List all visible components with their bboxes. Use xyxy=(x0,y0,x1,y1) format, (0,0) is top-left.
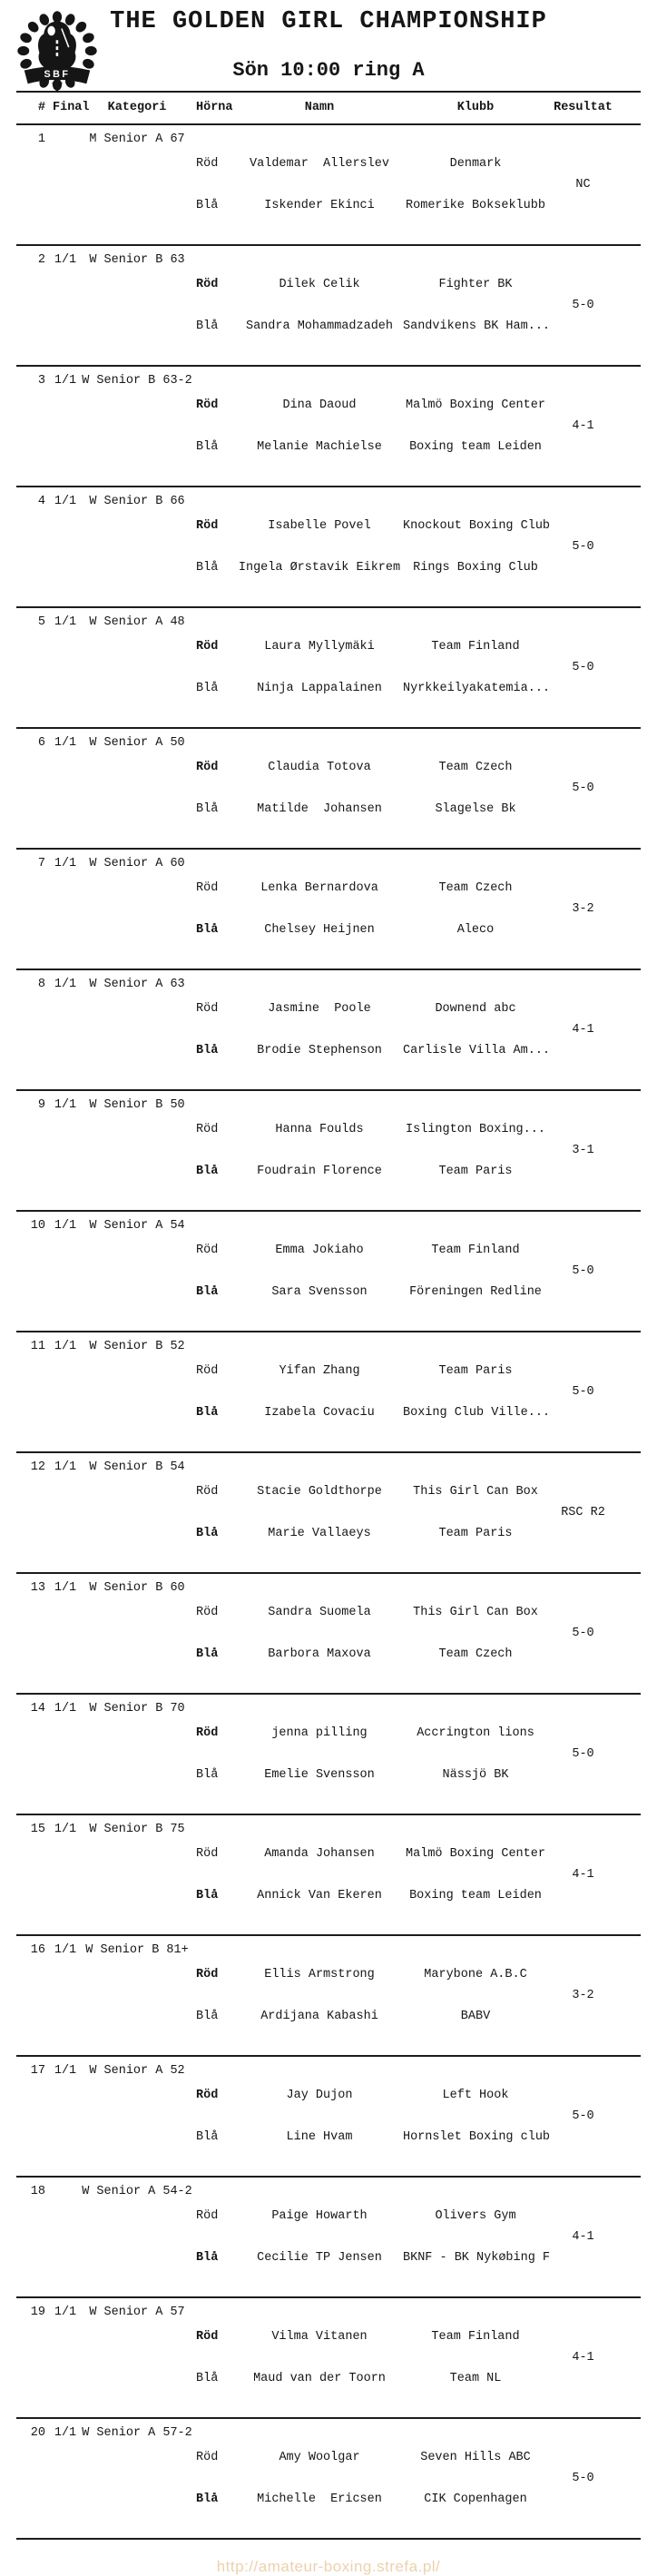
corner-label-blue: Blå xyxy=(196,922,219,937)
corner-label-red: Röd xyxy=(196,278,219,291)
bout-row xyxy=(16,124,641,245)
page-title: THE GOLDEN GIRL CHAMPIONSHIP xyxy=(110,8,547,35)
bout-final: 1/1 xyxy=(54,1823,77,1836)
bout-corners xyxy=(196,124,236,245)
bout-row xyxy=(16,849,641,969)
club-blue: Nässjö BK xyxy=(442,1767,509,1782)
corner-label-red: Röd xyxy=(196,881,219,895)
corner-label-blue: Blå xyxy=(196,2250,219,2265)
boxer-name-blue: Michelle Ericsen xyxy=(257,2492,382,2506)
corner-label-red: Röd xyxy=(196,640,219,654)
bout-clubs xyxy=(403,728,548,849)
bout-names xyxy=(236,245,403,366)
bout-names xyxy=(236,2177,403,2297)
bout-result: 4-1 xyxy=(572,419,594,433)
bout-final: 1/1 xyxy=(54,1581,77,1595)
bout-final: 1/1 xyxy=(54,1702,77,1716)
bout-result: 5-0 xyxy=(572,2472,594,2485)
corner-label-blue: Blå xyxy=(196,1888,219,1903)
boxer-name-red: Lenka Bernardova xyxy=(260,881,378,895)
bout-names xyxy=(236,2056,403,2177)
bout-number: 20 xyxy=(30,2426,45,2440)
bout-row xyxy=(16,1694,641,1814)
bout-final: 1/1 xyxy=(54,2426,77,2440)
bout-clubs xyxy=(403,1694,548,1814)
session-subtitle: Sön 10:00 ring A xyxy=(232,59,425,82)
bout-clubs xyxy=(403,1090,548,1211)
bout-result: 3-2 xyxy=(572,902,594,916)
club-blue: Team Paris xyxy=(438,1164,513,1178)
bout-result: 4-1 xyxy=(572,1023,594,1037)
bout-final: 1/1 xyxy=(54,736,77,750)
bout-category: W Senior B 63 xyxy=(89,253,185,267)
bout-corners xyxy=(196,1090,236,1211)
bout-category: W Senior A 50 xyxy=(89,736,185,750)
club-blue: BKNF - BK Nykøbing F xyxy=(403,2250,551,2265)
bout-category: W Senior B 50 xyxy=(89,1098,185,1112)
club-red: Malmö Boxing Center xyxy=(406,398,545,412)
club-red: Olivers Gym xyxy=(435,2209,516,2223)
boxer-name-red: Hanna Foulds xyxy=(275,1123,364,1136)
corner-label-red: Röd xyxy=(196,1485,219,1499)
bout-names xyxy=(236,487,403,607)
club-blue: Boxing team Leiden xyxy=(409,439,542,454)
bout-category: W Senior B 54 xyxy=(89,1460,185,1474)
corner-label-red: Röd xyxy=(196,2330,219,2344)
bout-final: 1/1 xyxy=(54,2064,77,2078)
bout-corners xyxy=(196,1573,236,1694)
bout-number: 11 xyxy=(30,1340,45,1353)
bout-category: W Senior A 63 xyxy=(89,978,185,991)
bout-result: 4-1 xyxy=(572,2351,594,2365)
bout-result: 5-0 xyxy=(572,661,594,674)
bout-corners xyxy=(196,366,236,487)
bout-number: 16 xyxy=(30,1943,45,1957)
boxer-name-blue: Annick Van Ekeren xyxy=(257,1888,382,1903)
bout-names xyxy=(236,1573,403,1694)
bout-clubs xyxy=(403,1573,548,1694)
club-red: Team Paris xyxy=(438,1364,513,1378)
boxer-name-blue: Ingela Ørstavik Eikrem xyxy=(238,560,401,575)
bout-number: 19 xyxy=(30,2306,45,2319)
boxer-name-blue: Cecilie TP Jensen xyxy=(257,2250,382,2265)
bout-row xyxy=(16,2177,641,2297)
corner-label-red: Röd xyxy=(196,1968,219,1981)
club-red: Accrington lions xyxy=(417,1726,534,1740)
bout-row xyxy=(16,1573,641,1694)
club-red: This Girl Can Box xyxy=(413,1606,538,1619)
bout-clubs xyxy=(403,2177,551,2297)
bout-row xyxy=(16,245,641,366)
corner-label-blue: Blå xyxy=(196,1647,219,1661)
bout-number: 17 xyxy=(30,2064,45,2078)
bout-result: 3-2 xyxy=(572,1989,594,2002)
bout-names xyxy=(236,1211,403,1332)
club-blue: Romerike Bokseklubb xyxy=(406,198,545,212)
col-header-final: Final xyxy=(53,92,78,124)
col-header-category: Kategori xyxy=(78,92,196,124)
bout-final: 1/1 xyxy=(54,1219,77,1233)
boxer-name-red: Yifan Zhang xyxy=(279,1364,360,1378)
bout-number: 14 xyxy=(30,1702,45,1716)
bout-category: W Senior A 57-2 xyxy=(82,2426,192,2440)
boxing-federation-logo-icon xyxy=(13,6,102,95)
bout-corners xyxy=(196,1452,236,1573)
corner-label-blue: Blå xyxy=(196,801,219,816)
club-blue: Carlisle Villa Am... xyxy=(403,1043,551,1057)
bout-names xyxy=(236,1332,403,1452)
bout-corners xyxy=(196,245,236,366)
bout-corners xyxy=(196,1211,236,1332)
bout-number: 15 xyxy=(30,1823,45,1836)
corner-label-red: Röd xyxy=(196,157,219,171)
bout-clubs xyxy=(403,2056,551,2177)
bout-clubs xyxy=(403,607,551,728)
bout-category: W Senior B 75 xyxy=(89,1823,185,1836)
bouts-body xyxy=(16,124,641,2539)
bout-corners xyxy=(196,1694,236,1814)
bout-clubs xyxy=(403,1935,548,2056)
bout-category: M Senior A 67 xyxy=(89,133,185,146)
boxer-name-red: Dina Daoud xyxy=(282,398,357,412)
bout-number: 5 xyxy=(37,615,45,629)
bout-names xyxy=(236,1694,403,1814)
club-blue: Boxing team Leiden xyxy=(409,1888,542,1903)
bout-corners xyxy=(196,2297,236,2418)
bout-final: 1/1 xyxy=(54,374,77,388)
corner-label-blue: Blå xyxy=(196,1164,219,1178)
corner-label-red: Röd xyxy=(196,1726,219,1740)
corner-label-blue: Blå xyxy=(196,681,219,695)
bout-final: 1/1 xyxy=(54,495,77,508)
bout-names xyxy=(236,1935,403,2056)
bout-category: W Senior A 48 xyxy=(89,615,185,629)
club-red: Team Czech xyxy=(438,761,513,774)
bout-names xyxy=(236,969,403,1090)
logo-text: SBF xyxy=(44,68,71,80)
bout-category: W Senior A 60 xyxy=(89,857,185,870)
club-blue: Team NL xyxy=(449,2371,502,2385)
bout-clubs xyxy=(403,2418,548,2539)
bout-corners xyxy=(196,2177,236,2297)
corner-label-blue: Blå xyxy=(196,2009,219,2023)
bout-category: W Senior A 54-2 xyxy=(82,2185,192,2198)
club-red: Team Finland xyxy=(431,1244,520,1257)
bout-corners xyxy=(196,1814,236,1935)
col-header-club: Klubb xyxy=(403,92,548,124)
club-blue: Sandvikens BK Ham... xyxy=(403,319,551,333)
bout-row xyxy=(16,1452,641,1573)
bout-names xyxy=(236,2297,403,2418)
boxer-name-red: Paige Howarth xyxy=(271,2209,368,2223)
page-header xyxy=(0,0,657,84)
boxer-name-red: Laura Myllymäki xyxy=(264,640,375,654)
club-blue: BABV xyxy=(460,2009,491,2023)
boxer-name-blue: Marie Vallaeys xyxy=(268,1526,371,1540)
boxer-name-blue: Ninja Lappalainen xyxy=(257,681,382,695)
corner-label-blue: Blå xyxy=(196,1526,219,1540)
bout-names xyxy=(236,1814,403,1935)
boxer-name-red: Dilek Celik xyxy=(279,278,360,291)
bout-row xyxy=(16,1332,641,1452)
boxer-name-blue: Maud van der Toorn xyxy=(253,2371,386,2385)
corner-label-red: Röd xyxy=(196,2089,219,2102)
footer-url[interactable]: http://amateur-boxing.strefa.pl/ xyxy=(216,2558,441,2575)
boxer-name-red: Sandra Suomela xyxy=(268,1606,371,1619)
club-blue: Föreningen Redline xyxy=(409,1284,542,1299)
bout-corners xyxy=(196,1935,236,2056)
bout-clubs xyxy=(403,2297,548,2418)
bout-row xyxy=(16,487,641,607)
boxer-name-red: Jay Dujon xyxy=(286,2089,353,2102)
corner-label-red: Röd xyxy=(196,2451,219,2464)
bout-corners xyxy=(196,2056,236,2177)
corner-label-blue: Blå xyxy=(196,1284,219,1299)
corner-label-red: Röd xyxy=(196,519,219,533)
bout-corners xyxy=(196,487,236,607)
bout-row xyxy=(16,366,641,487)
bout-result: NC xyxy=(575,178,591,192)
boxer-name-blue: Melanie Machielse xyxy=(257,439,382,454)
club-red: Downend abc xyxy=(435,1002,516,1016)
bout-names xyxy=(236,1090,403,1211)
boxer-name-blue: Emelie Svensson xyxy=(264,1767,375,1782)
bout-names xyxy=(236,2418,403,2539)
bout-number: 3 xyxy=(37,374,45,388)
bout-category: W Senior B 66 xyxy=(89,495,185,508)
col-header-name: Namn xyxy=(236,92,403,124)
bout-final: 1/1 xyxy=(54,978,77,991)
boxer-name-red: jenna pilling xyxy=(271,1726,368,1740)
bout-number: 18 xyxy=(30,2185,45,2198)
corner-label-red: Röd xyxy=(196,761,219,774)
bout-result: 5-0 xyxy=(572,1747,594,1761)
bout-result: 4-1 xyxy=(572,2230,594,2244)
bout-corners xyxy=(196,849,236,969)
club-red: Malmö Boxing Center xyxy=(406,1847,545,1861)
bout-final: 1/1 xyxy=(54,615,77,629)
club-red: Denmark xyxy=(449,157,502,171)
bout-clubs xyxy=(403,1452,548,1573)
corner-label-blue: Blå xyxy=(196,2371,219,2385)
boxer-name-blue: Chelsey Heijnen xyxy=(264,922,375,937)
bout-category: W Senior A 52 xyxy=(89,2064,185,2078)
bout-names xyxy=(236,1452,403,1573)
bout-row xyxy=(16,1211,641,1332)
bout-number: 2 xyxy=(37,253,45,267)
bout-clubs xyxy=(403,366,548,487)
bout-names xyxy=(236,849,403,969)
corner-label-blue: Blå xyxy=(196,198,219,212)
bout-names xyxy=(236,366,403,487)
bout-number: 12 xyxy=(30,1460,45,1474)
bout-final xyxy=(53,124,78,245)
club-blue: Team Paris xyxy=(438,1526,513,1540)
club-blue: Team Czech xyxy=(438,1647,513,1661)
bout-clubs xyxy=(403,487,551,607)
bout-row xyxy=(16,728,641,849)
bout-row xyxy=(16,2056,641,2177)
boxer-silhouette-icon xyxy=(38,22,76,70)
bout-names xyxy=(236,607,403,728)
bout-final: 1/1 xyxy=(54,1340,77,1353)
page-footer xyxy=(0,2558,657,2576)
bout-result: 5-0 xyxy=(572,1385,594,1399)
bout-corners xyxy=(196,969,236,1090)
club-red: Left Hook xyxy=(442,2089,509,2102)
bout-number: 13 xyxy=(30,1581,45,1595)
bout-row xyxy=(16,607,641,728)
boxer-name-red: Isabelle Povel xyxy=(268,519,371,533)
bout-final: 1/1 xyxy=(54,857,77,870)
corner-label-blue: Blå xyxy=(196,439,219,454)
bout-category: W Senior A 54 xyxy=(89,1219,185,1233)
bout-category: W Senior B 60 xyxy=(89,1581,185,1595)
club-blue: Hornslet Boxing club xyxy=(403,2129,551,2144)
club-blue: Rings Boxing Club xyxy=(413,560,538,575)
boxer-name-red: Amanda Johansen xyxy=(264,1847,375,1861)
club-red: Knockout Boxing Club xyxy=(403,519,551,533)
bout-final: 1/1 xyxy=(54,1460,77,1474)
sbf-banner-icon xyxy=(25,66,91,93)
bout-clubs xyxy=(403,124,548,245)
bout-final: 1/1 xyxy=(54,1943,77,1957)
club-red: Team Finland xyxy=(431,640,520,654)
corner-label-red: Röd xyxy=(196,1847,219,1861)
boxer-name-blue: Matilde Johansen xyxy=(257,801,382,816)
bout-clubs xyxy=(403,849,548,969)
col-header-corner: Hörna xyxy=(196,92,236,124)
corner-label-red: Röd xyxy=(196,1364,219,1378)
bout-row xyxy=(16,2297,641,2418)
bout-result: 4-1 xyxy=(572,1868,594,1882)
bout-result: 3-1 xyxy=(572,1144,594,1157)
bout-result: 5-0 xyxy=(572,782,594,795)
bout-clubs xyxy=(403,1211,548,1332)
bout-result: 5-0 xyxy=(572,1264,594,1278)
club-red: Team Finland xyxy=(431,2330,520,2344)
corner-label-red: Röd xyxy=(196,1002,219,1016)
bout-names xyxy=(236,124,403,245)
bout-clubs xyxy=(403,1332,551,1452)
boxer-name-blue: Foudrain Florence xyxy=(257,1164,382,1178)
bout-category: W Senior B 52 xyxy=(89,1340,185,1353)
corner-label-blue: Blå xyxy=(196,1043,219,1057)
corner-label-red: Röd xyxy=(196,2209,219,2223)
boxer-name-blue: Izabela Covaciu xyxy=(264,1405,375,1420)
bout-result: 5-0 xyxy=(572,2109,594,2123)
bout-row xyxy=(16,1090,641,1211)
boxer-name-blue: Sara Svensson xyxy=(271,1284,368,1299)
bout-final xyxy=(53,2177,78,2297)
club-red: Islington Boxing... xyxy=(406,1123,545,1136)
bout-category: W Senior B 81+ xyxy=(85,1943,189,1957)
boxer-name-red: Vilma Vitanen xyxy=(271,2330,368,2344)
col-header-result: Resultat xyxy=(548,92,641,124)
bout-clubs xyxy=(403,245,551,366)
bout-result: RSC R2 xyxy=(561,1506,605,1519)
bout-number: 10 xyxy=(30,1219,45,1233)
bout-corners xyxy=(196,607,236,728)
bout-number: 9 xyxy=(37,1098,45,1112)
bout-final: 1/1 xyxy=(54,253,77,267)
boxer-name-blue: Sandra Mohammadzadeh xyxy=(245,319,394,333)
bout-result: 5-0 xyxy=(572,540,594,554)
club-red: This Girl Can Box xyxy=(413,1485,538,1499)
bout-row xyxy=(16,2418,641,2539)
boxer-name-red: Amy Woolgar xyxy=(279,2451,360,2464)
bout-category: W Senior B 70 xyxy=(89,1702,185,1716)
corner-label-blue: Blå xyxy=(196,1405,219,1420)
bout-result: 5-0 xyxy=(572,299,594,312)
col-header-number: # xyxy=(16,92,53,124)
boxer-name-red: Emma Jokiaho xyxy=(275,1244,364,1257)
table-header xyxy=(16,92,641,124)
bout-names xyxy=(236,728,403,849)
boxer-name-red: Ellis Armstrong xyxy=(264,1968,375,1981)
club-red: Marybone A.B.C xyxy=(424,1968,527,1981)
bout-number: 6 xyxy=(37,736,45,750)
bout-result: 5-0 xyxy=(572,1627,594,1640)
club-blue: Slagelse Bk xyxy=(435,801,516,816)
boxer-name-red: Valdemar Allerslev xyxy=(250,157,389,171)
club-red: Fighter BK xyxy=(438,278,513,291)
corner-label-red: Röd xyxy=(196,398,219,412)
corner-label-blue: Blå xyxy=(196,2129,219,2144)
boxer-name-red: Claudia Totova xyxy=(268,761,371,774)
bout-row xyxy=(16,969,641,1090)
boxer-name-blue: Iskender Ekinci xyxy=(264,198,375,212)
bout-row xyxy=(16,1935,641,2056)
boxer-name-red: Stacie Goldthorpe xyxy=(257,1485,382,1499)
corner-label-blue: Blå xyxy=(196,319,219,333)
bout-number: 4 xyxy=(37,495,45,508)
bout-number: 8 xyxy=(37,978,45,991)
boxer-name-blue: Brodie Stephenson xyxy=(257,1043,382,1057)
bout-number: 7 xyxy=(37,857,45,870)
bout-clubs xyxy=(403,969,551,1090)
bouts-table xyxy=(16,91,641,2540)
club-red: Seven Hills ABC xyxy=(420,2451,531,2464)
bout-number: 1 xyxy=(37,133,45,146)
boxer-name-blue: Line Hvam xyxy=(286,2129,353,2144)
club-red: Team Czech xyxy=(438,881,513,895)
boxer-name-blue: Barbora Maxova xyxy=(268,1647,371,1661)
club-blue: CIK Copenhagen xyxy=(424,2492,527,2506)
corner-label-red: Röd xyxy=(196,1244,219,1257)
bout-corners xyxy=(196,1332,236,1452)
corner-label-red: Röd xyxy=(196,1123,219,1136)
boxer-name-blue: Ardijana Kabashi xyxy=(260,2009,378,2023)
club-blue: Aleco xyxy=(456,922,495,937)
corner-label-red: Röd xyxy=(196,1606,219,1619)
bout-corners xyxy=(196,728,236,849)
bout-final: 1/1 xyxy=(54,2306,77,2319)
boxer-name-red: Jasmine Poole xyxy=(268,1002,371,1016)
bout-category: W Senior A 57 xyxy=(89,2306,185,2319)
corner-label-blue: Blå xyxy=(196,1767,219,1782)
bout-clubs xyxy=(403,1814,548,1935)
club-blue: Boxing Club Ville... xyxy=(403,1405,551,1420)
club-blue: Nyrkkeilyakatemia... xyxy=(403,681,551,695)
bout-corners xyxy=(196,2418,236,2539)
bout-row xyxy=(16,1814,641,1935)
bout-category: W Senior B 63-2 xyxy=(82,374,192,388)
corner-label-blue: Blå xyxy=(196,2492,219,2506)
corner-label-blue: Blå xyxy=(196,560,219,575)
bout-final: 1/1 xyxy=(54,1098,77,1112)
